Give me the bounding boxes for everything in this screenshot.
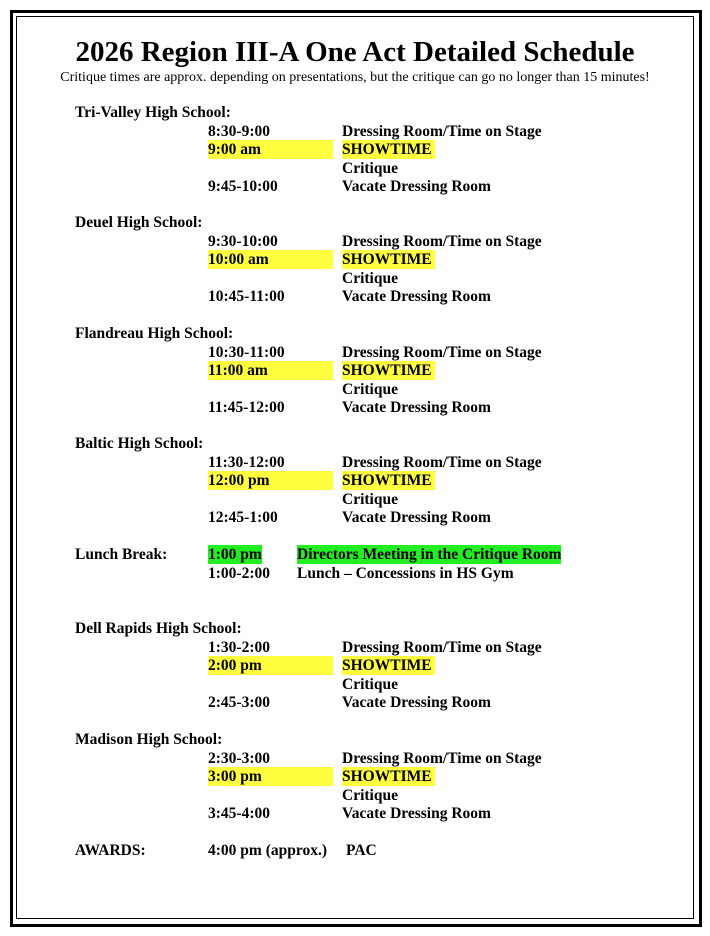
showtime-label: SHOWTIME [342, 656, 435, 675]
schedule-event: Dressing Room/Time on Stage [342, 749, 542, 767]
schedule-event: Critique [342, 490, 398, 508]
schedule-event: Vacate Dressing Room [342, 509, 491, 526]
schedule-time: 8:30-9:00 [208, 122, 270, 140]
lunch-time-directors: 1:00 pm [208, 546, 262, 563]
school-name: Tri-Valley High School: [75, 104, 231, 121]
schedule-time: 3:45-4:00 [208, 805, 270, 822]
schedule-time: 9:45-10:00 [208, 178, 278, 195]
showtime-time: 12:00 pm [208, 471, 333, 490]
schedule-time: 11:30-12:00 [208, 453, 285, 471]
schedule-event: Critique [342, 159, 398, 177]
awards-label: AWARDS: [75, 842, 146, 859]
school-name: Madison High School: [75, 731, 223, 748]
schedule-event: Critique [342, 269, 398, 287]
schedule-time: 1:30-2:00 [208, 638, 270, 656]
page-title: 2026 Region III-A One Act Detailed Schedule [75, 36, 635, 68]
schedule-event: Critique [342, 675, 398, 693]
schedule-event: Critique [342, 786, 398, 804]
schedule-event: Vacate Dressing Room [342, 694, 491, 711]
schedule-time: 10:30-11:00 [208, 343, 285, 361]
schedule-time: 2:30-3:00 [208, 749, 270, 767]
showtime-time: 10:00 am [208, 250, 333, 269]
schedule-event: Vacate Dressing Room [342, 399, 491, 416]
schedule-event: Dressing Room/Time on Stage [342, 343, 542, 361]
showtime-time: 11:00 am [208, 361, 333, 380]
awards-place: PAC [346, 842, 377, 859]
lunch-event: Lunch – Concessions in HS Gym [297, 565, 514, 582]
schedule-time: 10:45-11:00 [208, 288, 285, 305]
schedule-time: 12:45-1:00 [208, 509, 278, 526]
directors-meeting: Directors Meeting in the Critique Room [297, 546, 562, 563]
showtime-time: 3:00 pm [208, 767, 333, 786]
schedule-event: Vacate Dressing Room [342, 805, 491, 822]
schedule-time: 9:30-10:00 [208, 232, 278, 250]
awards-time: 4:00 pm (approx.) [208, 842, 327, 859]
lunch-label: Lunch Break: [75, 546, 168, 563]
critique-note: Critique times are approx. depending on presentations, but the critique can go no longer than 15 minutes! [60, 70, 650, 85]
schedule-event: Dressing Room/Time on Stage [342, 453, 542, 471]
showtime-label: SHOWTIME [342, 361, 435, 380]
schedule-time: 11:45-12:00 [208, 399, 285, 416]
schedule-event: Dressing Room/Time on Stage [342, 638, 542, 656]
showtime-label: SHOWTIME [342, 471, 435, 490]
schedule-event: Vacate Dressing Room [342, 178, 491, 195]
schedule-event: Dressing Room/Time on Stage [342, 232, 542, 250]
schedule-event: Dressing Room/Time on Stage [342, 122, 542, 140]
school-name: Deuel High School: [75, 214, 203, 231]
schedule-event: Vacate Dressing Room [342, 288, 491, 305]
showtime-label: SHOWTIME [342, 140, 435, 159]
lunch-time: 1:00-2:00 [208, 565, 270, 582]
showtime-label: SHOWTIME [342, 250, 435, 269]
schedule-time: 2:45-3:00 [208, 694, 270, 711]
school-name: Flandreau High School: [75, 325, 234, 342]
showtime-time: 2:00 pm [208, 656, 333, 675]
school-name: Dell Rapids High School: [75, 620, 242, 637]
showtime-label: SHOWTIME [342, 767, 435, 786]
school-name: Baltic High School: [75, 435, 204, 452]
showtime-time: 9:00 am [208, 140, 333, 159]
schedule-event: Critique [342, 380, 398, 398]
